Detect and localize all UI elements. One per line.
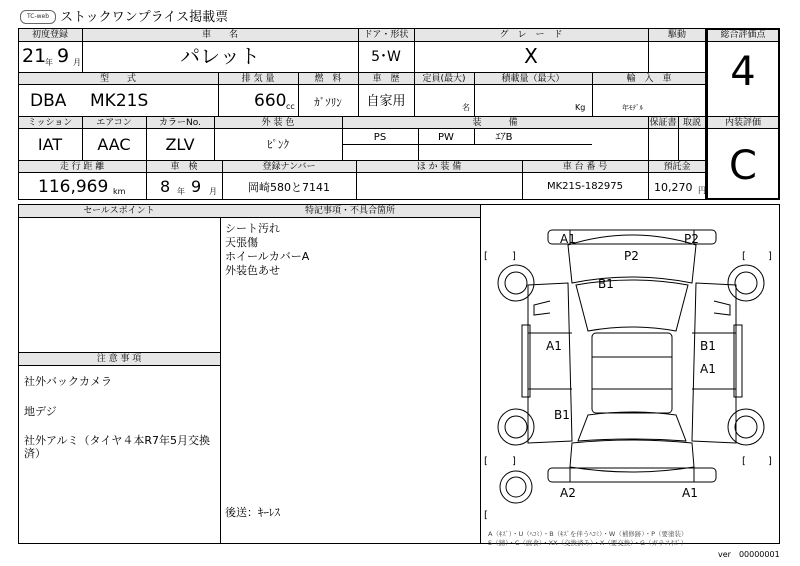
damage-mark: A2	[560, 486, 576, 500]
damage-mark: B1	[700, 339, 716, 353]
label-other-equipment: ほ か 装 備	[416, 162, 462, 172]
inspection-year: 8	[160, 177, 171, 196]
usage: 自家用	[366, 94, 406, 109]
label-ext-color: 外 装 色	[261, 118, 295, 128]
logo: TC-web	[20, 10, 56, 24]
page-title: ストックワンプライス掲載票	[60, 10, 229, 25]
label-usage: 車 歴	[372, 74, 400, 84]
equip-airbag: ｴｱB	[495, 132, 513, 143]
equip-pw: PW	[438, 132, 454, 143]
model: DBA	[30, 91, 67, 111]
label-manual: 取説	[682, 118, 701, 128]
damage-mark: A1	[546, 339, 562, 353]
damage-mark: A1	[682, 486, 698, 500]
label-door-shape: ドア・形状	[363, 30, 409, 40]
label-plate: 登録ナンバー	[262, 162, 316, 172]
note-item: 天張傷	[225, 236, 258, 249]
label-mission: ミッション	[27, 118, 73, 128]
mileage: 116,969	[38, 177, 109, 197]
overall-score: 4	[730, 49, 756, 95]
label-chassis: 車 台 番 号	[562, 162, 608, 172]
first-reg-year: 21	[22, 45, 47, 67]
label-fuel: 燃 料	[314, 74, 342, 84]
first-reg-month: 9	[57, 45, 70, 67]
label-drive: 駆動	[667, 30, 686, 40]
notes-footer: 後送：ｷｰﾚｽ	[225, 506, 280, 519]
damage-mark: B1	[554, 408, 570, 422]
fuel: ｶﾞｿﾘﾝ	[314, 96, 342, 109]
model-code: MK21S	[90, 91, 149, 111]
svg-text:[: [	[484, 251, 488, 262]
label-sales-point: セールスポイント	[83, 206, 155, 216]
label-capacity: 定員(最大)	[422, 74, 466, 84]
inspection-month: 9	[191, 177, 202, 196]
note-item: 外装色あせ	[225, 264, 280, 277]
label-model-name: 車 名	[201, 30, 238, 40]
price: 10,270	[654, 181, 693, 194]
damage-mark: P2	[624, 249, 639, 263]
label-model-code: 型 式	[99, 74, 136, 84]
damage-mark: A1	[700, 362, 716, 376]
svg-text:[: [	[484, 456, 488, 467]
label-caution: 注 意 事 項	[96, 354, 142, 364]
label-grade: グ レ ー ド	[499, 30, 563, 40]
label-warranty: 保証書	[649, 118, 677, 128]
chassis: MK21S-182975	[546, 181, 624, 192]
damage-legend-line: S（錆）・C（腐食）・XX（交換済み）・X（要交換）・G（ガラスｷｽﾞ）	[488, 539, 688, 547]
label-inspection: 車 検	[170, 162, 198, 172]
note-item: ホイールカバーA	[225, 250, 310, 263]
label-interior-score: 内装評価	[724, 118, 761, 128]
label-load: 積載量（最大）	[501, 74, 565, 84]
svg-text:[: [	[484, 510, 488, 521]
model-name: パレット	[180, 44, 260, 68]
damage-mark: B1	[598, 277, 614, 291]
color-no: ZLV	[165, 135, 195, 154]
caution-item: 社外アルミ（タイヤ４本R7年5月交換済）	[24, 434, 210, 460]
caution-item: 地デジ	[24, 405, 57, 418]
damage-mark: A1	[560, 232, 576, 246]
version-label: ver 00000001	[718, 550, 780, 559]
aircon: AAC	[97, 135, 131, 154]
svg-text:[: [	[742, 251, 746, 262]
svg-text:[: [	[742, 456, 746, 467]
label-mileage: 走 行 距 離	[59, 162, 105, 172]
interior-score: C	[729, 143, 757, 189]
label-overall-score: 総合評価点	[720, 30, 766, 40]
label-aircon: エアコン	[96, 118, 132, 128]
label-first-reg: 初度登録	[31, 30, 68, 40]
note-item: シート汚れ	[225, 222, 280, 235]
mission: IAT	[37, 135, 63, 154]
label-notes: 特記事項・不具合箇所	[304, 206, 395, 216]
equip-ps: PS	[373, 132, 387, 143]
label-equipment: 装 備	[472, 118, 518, 128]
caution-item: 社外バックカメラ	[24, 375, 112, 388]
label-color-no: カラーNo.	[159, 118, 201, 128]
grade: X	[524, 44, 538, 68]
label-import: 輸 入 車	[626, 74, 672, 84]
displacement: 660	[254, 91, 287, 111]
svg-text:]: ]	[768, 456, 772, 467]
svg-text:]: ]	[512, 456, 516, 467]
label-displacement: 排 気 量	[241, 74, 275, 84]
door-shape: 5･W	[371, 49, 401, 65]
ext-color: ﾋﾟﾝｸ	[267, 138, 289, 151]
car-damage-diagram	[480, 205, 780, 525]
svg-text:]: ]	[512, 251, 516, 262]
label-price: 預託金	[663, 162, 691, 172]
plate: 岡崎580と7141	[248, 181, 330, 194]
svg-text:]: ]	[768, 251, 772, 262]
damage-legend-line: A（ｷｽﾞ）・U（ﾍｺﾐ）・B（ｷｽﾞを伴うﾍｺﾐ）・W（補修跡）・P（要塗装）	[488, 530, 688, 538]
damage-mark: P2	[684, 232, 699, 246]
